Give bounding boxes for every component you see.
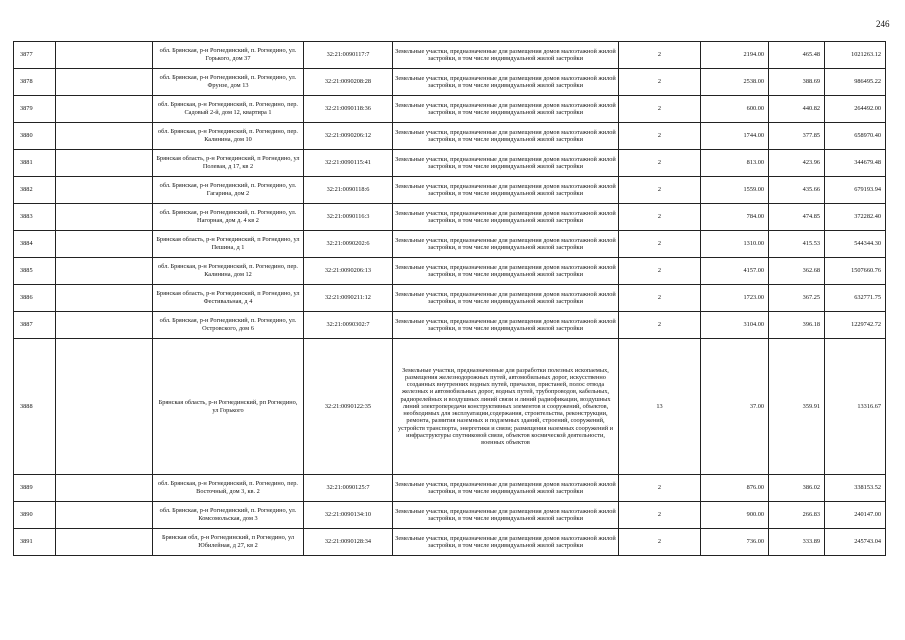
spacer-cell	[56, 529, 153, 556]
cadastral-value-cell: 1021263.12	[825, 42, 886, 69]
spacer-cell	[56, 312, 153, 339]
cadastral-value-cell: 264492.00	[825, 96, 886, 123]
address-cell: обл. Брянская, р-н Рогнединский, п. Рогнедино, ул. Комсомольская, дом 3	[153, 502, 304, 529]
group-cell: 2	[619, 285, 701, 312]
cadastral-number-cell: 32:21:0090302:7	[304, 312, 393, 339]
cadastral-number-cell: 32:21:0090134:10	[304, 502, 393, 529]
area-cell: 2538.00	[701, 69, 769, 96]
cadastral-number-cell: 32:21:0090202:6	[304, 231, 393, 258]
address-cell: обл. Брянская, р-н Рогнединский, п. Рогнедино, ул. Нагорная, дом д. 4 кв 2	[153, 204, 304, 231]
area-cell: 813.00	[701, 150, 769, 177]
area-cell: 1310.00	[701, 231, 769, 258]
spacer-cell	[56, 96, 153, 123]
table-row	[14, 258, 886, 285]
area-cell: 736.00	[701, 529, 769, 556]
table-row	[14, 529, 886, 556]
address-cell: Брянская область, р-н Рогнединский, п Рогнедино, ул Пешина, д 1	[153, 231, 304, 258]
spacer-cell	[56, 42, 153, 69]
cadastral-number-cell: 32:21:0090117:7	[304, 42, 393, 69]
area-cell: 37.00	[701, 339, 769, 475]
spacer-cell	[56, 123, 153, 150]
row-number-cell: 3883	[14, 204, 56, 231]
cadastral-number-cell: 32:21:0090206:13	[304, 258, 393, 285]
specific-value-cell: 386.02	[769, 475, 825, 502]
cadastral-number-cell: 32:21:0090116:3	[304, 204, 393, 231]
address-cell: обл. Брянская, р-н Рогнединский, п. Рогнедино, пер. Калинина, дом 12	[153, 258, 304, 285]
table-row	[14, 96, 886, 123]
row-number-cell: 3878	[14, 69, 56, 96]
area-cell: 3104.00	[701, 312, 769, 339]
cadastral-value-cell: 544344.30	[825, 231, 886, 258]
specific-value-cell: 367.25	[769, 285, 825, 312]
address-cell: Брянская область, р-н Рогнединский, п Рогнедино, ул Полевая, д 17, кв 2	[153, 150, 304, 177]
area-cell: 1744.00	[701, 123, 769, 150]
specific-value-cell: 388.69	[769, 69, 825, 96]
cadastral-number-cell: 32:21:0090208:28	[304, 69, 393, 96]
group-cell: 2	[619, 258, 701, 285]
area-cell: 600.00	[701, 96, 769, 123]
cadastral-number-cell: 32:21:0090115:41	[304, 150, 393, 177]
table-row	[14, 285, 886, 312]
row-number-cell: 3879	[14, 96, 56, 123]
cadastral-value-cell: 372282.40	[825, 204, 886, 231]
land-use-cell: Земельные участки, предназначенные для размещения домов малоэтажной жилой застройки, в том числе индивидуальной жилой застройки	[393, 204, 619, 231]
spacer-cell	[56, 475, 153, 502]
specific-value-cell: 474.85	[769, 204, 825, 231]
cadastral-number-cell: 32:21:0090118:36	[304, 96, 393, 123]
table-row	[14, 312, 886, 339]
table-row	[14, 69, 886, 96]
table-row	[14, 231, 886, 258]
cadastral-value-cell: 240147.00	[825, 502, 886, 529]
cadastral-value-cell: 1229742.72	[825, 312, 886, 339]
group-cell: 2	[619, 69, 701, 96]
land-use-cell: Земельные участки, предназначенные для размещения домов малоэтажной жилой застройки, в том числе индивидуальной жилой застройки	[393, 231, 619, 258]
area-cell: 876.00	[701, 475, 769, 502]
row-number-cell: 3888	[14, 339, 56, 475]
land-use-cell: Земельные участки, предназначенные для размещения домов малоэтажной жилой застройки, в том числе индивидуальной жилой застройки	[393, 475, 619, 502]
land-use-cell: Земельные участки, предназначенные для размещения домов малоэтажной жилой застройки, в том числе индивидуальной жилой застройки	[393, 42, 619, 69]
land-use-cell: Земельные участки, предназначенные для размещения домов малоэтажной жилой застройки, в том числе индивидуальной жилой застройки	[393, 529, 619, 556]
row-number-cell: 3881	[14, 150, 56, 177]
cadastral-value-table	[13, 41, 886, 556]
cadastral-number-cell: 32:21:0090206:12	[304, 123, 393, 150]
row-number-cell: 3889	[14, 475, 56, 502]
spacer-cell	[56, 69, 153, 96]
specific-value-cell: 396.18	[769, 312, 825, 339]
area-cell: 2194.00	[701, 42, 769, 69]
area-cell: 4157.00	[701, 258, 769, 285]
address-cell: обл. Брянская, р-н Рогнединский, п. Рогнедино, пер. Калинина, дом 10	[153, 123, 304, 150]
group-cell: 2	[619, 42, 701, 69]
spacer-cell	[56, 258, 153, 285]
specific-value-cell: 435.66	[769, 177, 825, 204]
cadastral-value-cell: 13316.67	[825, 339, 886, 475]
group-cell: 2	[619, 96, 701, 123]
spacer-cell	[56, 204, 153, 231]
row-number-cell: 3877	[14, 42, 56, 69]
group-cell: 2	[619, 123, 701, 150]
land-use-cell: Земельные участки, предназначенные для разработки полезных ископаемых, размещения железнодорожных путей, автомобильных дорог, искусственно созданных внутренних водных путей, причалов, пристаней, полос отвода железных и автомобильных дорог, водных путей, трубопроводов, кабельных, радиорелейных и воздушных линий связи и линий радиофикации, воздушных линий электропередачи конструктивных элементов и сооружений, объектов, необходимых для эксплуатации,содержания, строительства, реконструкции, ремонта, развития наземных и подземных зданий, строений, сооружений, устройств транспорта, энергетики и связи; размещения наземных сооружений и инфраструктуры спутниковой связи, объектов космической деятельности, военных объектов	[393, 339, 619, 475]
page-number: 246	[876, 19, 890, 29]
cadastral-number-cell: 32:21:0090128:34	[304, 529, 393, 556]
cadastral-number-cell: 32:21:0090118:6	[304, 177, 393, 204]
specific-value-cell: 333.89	[769, 529, 825, 556]
cadastral-number-cell: 32:21:0090122:35	[304, 339, 393, 475]
row-number-cell: 3885	[14, 258, 56, 285]
specific-value-cell: 465.48	[769, 42, 825, 69]
land-use-cell: Земельные участки, предназначенные для размещения домов малоэтажной жилой застройки, в том числе индивидуальной жилой застройки	[393, 150, 619, 177]
group-cell: 2	[619, 177, 701, 204]
specific-value-cell: 362.68	[769, 258, 825, 285]
address-cell: обл. Брянская, р-н Рогнединский, п. Рогнедино, пер. Садовый 2-й, дом 12, квартира 1	[153, 96, 304, 123]
land-use-cell: Земельные участки, предназначенные для размещения домов малоэтажной жилой застройки, в том числе индивидуальной жилой застройки	[393, 312, 619, 339]
cadastral-value-cell: 986495.22	[825, 69, 886, 96]
specific-value-cell: 423.96	[769, 150, 825, 177]
cadastral-number-cell: 32:21:0090125:7	[304, 475, 393, 502]
address-cell: Брянская область, р-н Рогнединский, п Рогнедино, ул Фестивальная, д 4	[153, 285, 304, 312]
table-row	[14, 502, 886, 529]
cadastral-value-cell: 338153.52	[825, 475, 886, 502]
row-number-cell: 3886	[14, 285, 56, 312]
table-row	[14, 475, 886, 502]
address-cell: Брянская область, р-н Рогнединский, рп Рогнедино, ул Горького	[153, 339, 304, 475]
specific-value-cell: 359.91	[769, 339, 825, 475]
group-cell: 2	[619, 475, 701, 502]
row-number-cell: 3890	[14, 502, 56, 529]
spacer-cell	[56, 339, 153, 475]
table-row	[14, 339, 886, 475]
cadastral-value-cell: 245743.04	[825, 529, 886, 556]
spacer-cell	[56, 502, 153, 529]
group-cell: 2	[619, 204, 701, 231]
group-cell: 2	[619, 529, 701, 556]
group-cell: 2	[619, 231, 701, 258]
land-use-cell: Земельные участки, предназначенные для размещения домов малоэтажной жилой застройки, в том числе индивидуальной жилой застройки	[393, 285, 619, 312]
table-body	[14, 42, 886, 556]
group-cell: 2	[619, 150, 701, 177]
address-cell: обл. Брянская, р-н Рогнединский, п. Рогнедино, пер. Восточный, дом 3, кв. 2	[153, 475, 304, 502]
table-row	[14, 204, 886, 231]
specific-value-cell: 377.85	[769, 123, 825, 150]
specific-value-cell: 440.82	[769, 96, 825, 123]
land-use-cell: Земельные участки, предназначенные для размещения домов малоэтажной жилой застройки, в том числе индивидуальной жилой застройки	[393, 502, 619, 529]
cadastral-value-cell: 658970.40	[825, 123, 886, 150]
table-row	[14, 123, 886, 150]
land-use-cell: Земельные участки, предназначенные для размещения домов малоэтажной жилой застройки, в том числе индивидуальной жилой застройки	[393, 258, 619, 285]
row-number-cell: 3884	[14, 231, 56, 258]
group-cell: 2	[619, 312, 701, 339]
row-number-cell: 3891	[14, 529, 56, 556]
row-number-cell: 3882	[14, 177, 56, 204]
cadastral-value-cell: 1507660.76	[825, 258, 886, 285]
spacer-cell	[56, 231, 153, 258]
area-cell: 900.00	[701, 502, 769, 529]
table-row	[14, 42, 886, 69]
land-use-cell: Земельные участки, предназначенные для размещения домов малоэтажной жилой застройки, в том числе индивидуальной жилой застройки	[393, 96, 619, 123]
address-cell: обл. Брянская, р-н Рогнединский, п. Рогнедино, ул. Гагарина, дом 2	[153, 177, 304, 204]
spacer-cell	[56, 285, 153, 312]
address-cell: обл. Брянская, р-н Рогнединский, п. Рогнедино, ул. Горького, дом 37	[153, 42, 304, 69]
table-row	[14, 150, 886, 177]
land-use-cell: Земельные участки, предназначенные для размещения домов малоэтажной жилой застройки, в том числе индивидуальной жилой застройки	[393, 123, 619, 150]
cadastral-value-cell: 344679.48	[825, 150, 886, 177]
spacer-cell	[56, 150, 153, 177]
cadastral-value-cell: 632771.75	[825, 285, 886, 312]
address-cell: обл. Брянская, р-н Рогнединский, п. Рогнедино, ул. Фрунзе, дом 13	[153, 69, 304, 96]
row-number-cell: 3880	[14, 123, 56, 150]
area-cell: 784.00	[701, 204, 769, 231]
specific-value-cell: 415.53	[769, 231, 825, 258]
spacer-cell	[56, 177, 153, 204]
group-cell: 2	[619, 502, 701, 529]
group-cell: 13	[619, 339, 701, 475]
cadastral-value-cell: 679193.94	[825, 177, 886, 204]
address-cell: обл. Брянская, р-н Рогнединский, п. Рогнедино, ул. Островского, дом 6	[153, 312, 304, 339]
address-cell: Брянская обл, р-н Рогнединский, п Рогнедино, ул Юбилейная, д 27, кв 2	[153, 529, 304, 556]
table-row	[14, 177, 886, 204]
area-cell: 1559.00	[701, 177, 769, 204]
specific-value-cell: 266.83	[769, 502, 825, 529]
cadastral-number-cell: 32:21:0090211:12	[304, 285, 393, 312]
row-number-cell: 3887	[14, 312, 56, 339]
land-use-cell: Земельные участки, предназначенные для размещения домов малоэтажной жилой застройки, в том числе индивидуальной жилой застройки	[393, 177, 619, 204]
land-use-cell: Земельные участки, предназначенные для размещения домов малоэтажной жилой застройки, в том числе индивидуальной жилой застройки	[393, 69, 619, 96]
area-cell: 1723.00	[701, 285, 769, 312]
